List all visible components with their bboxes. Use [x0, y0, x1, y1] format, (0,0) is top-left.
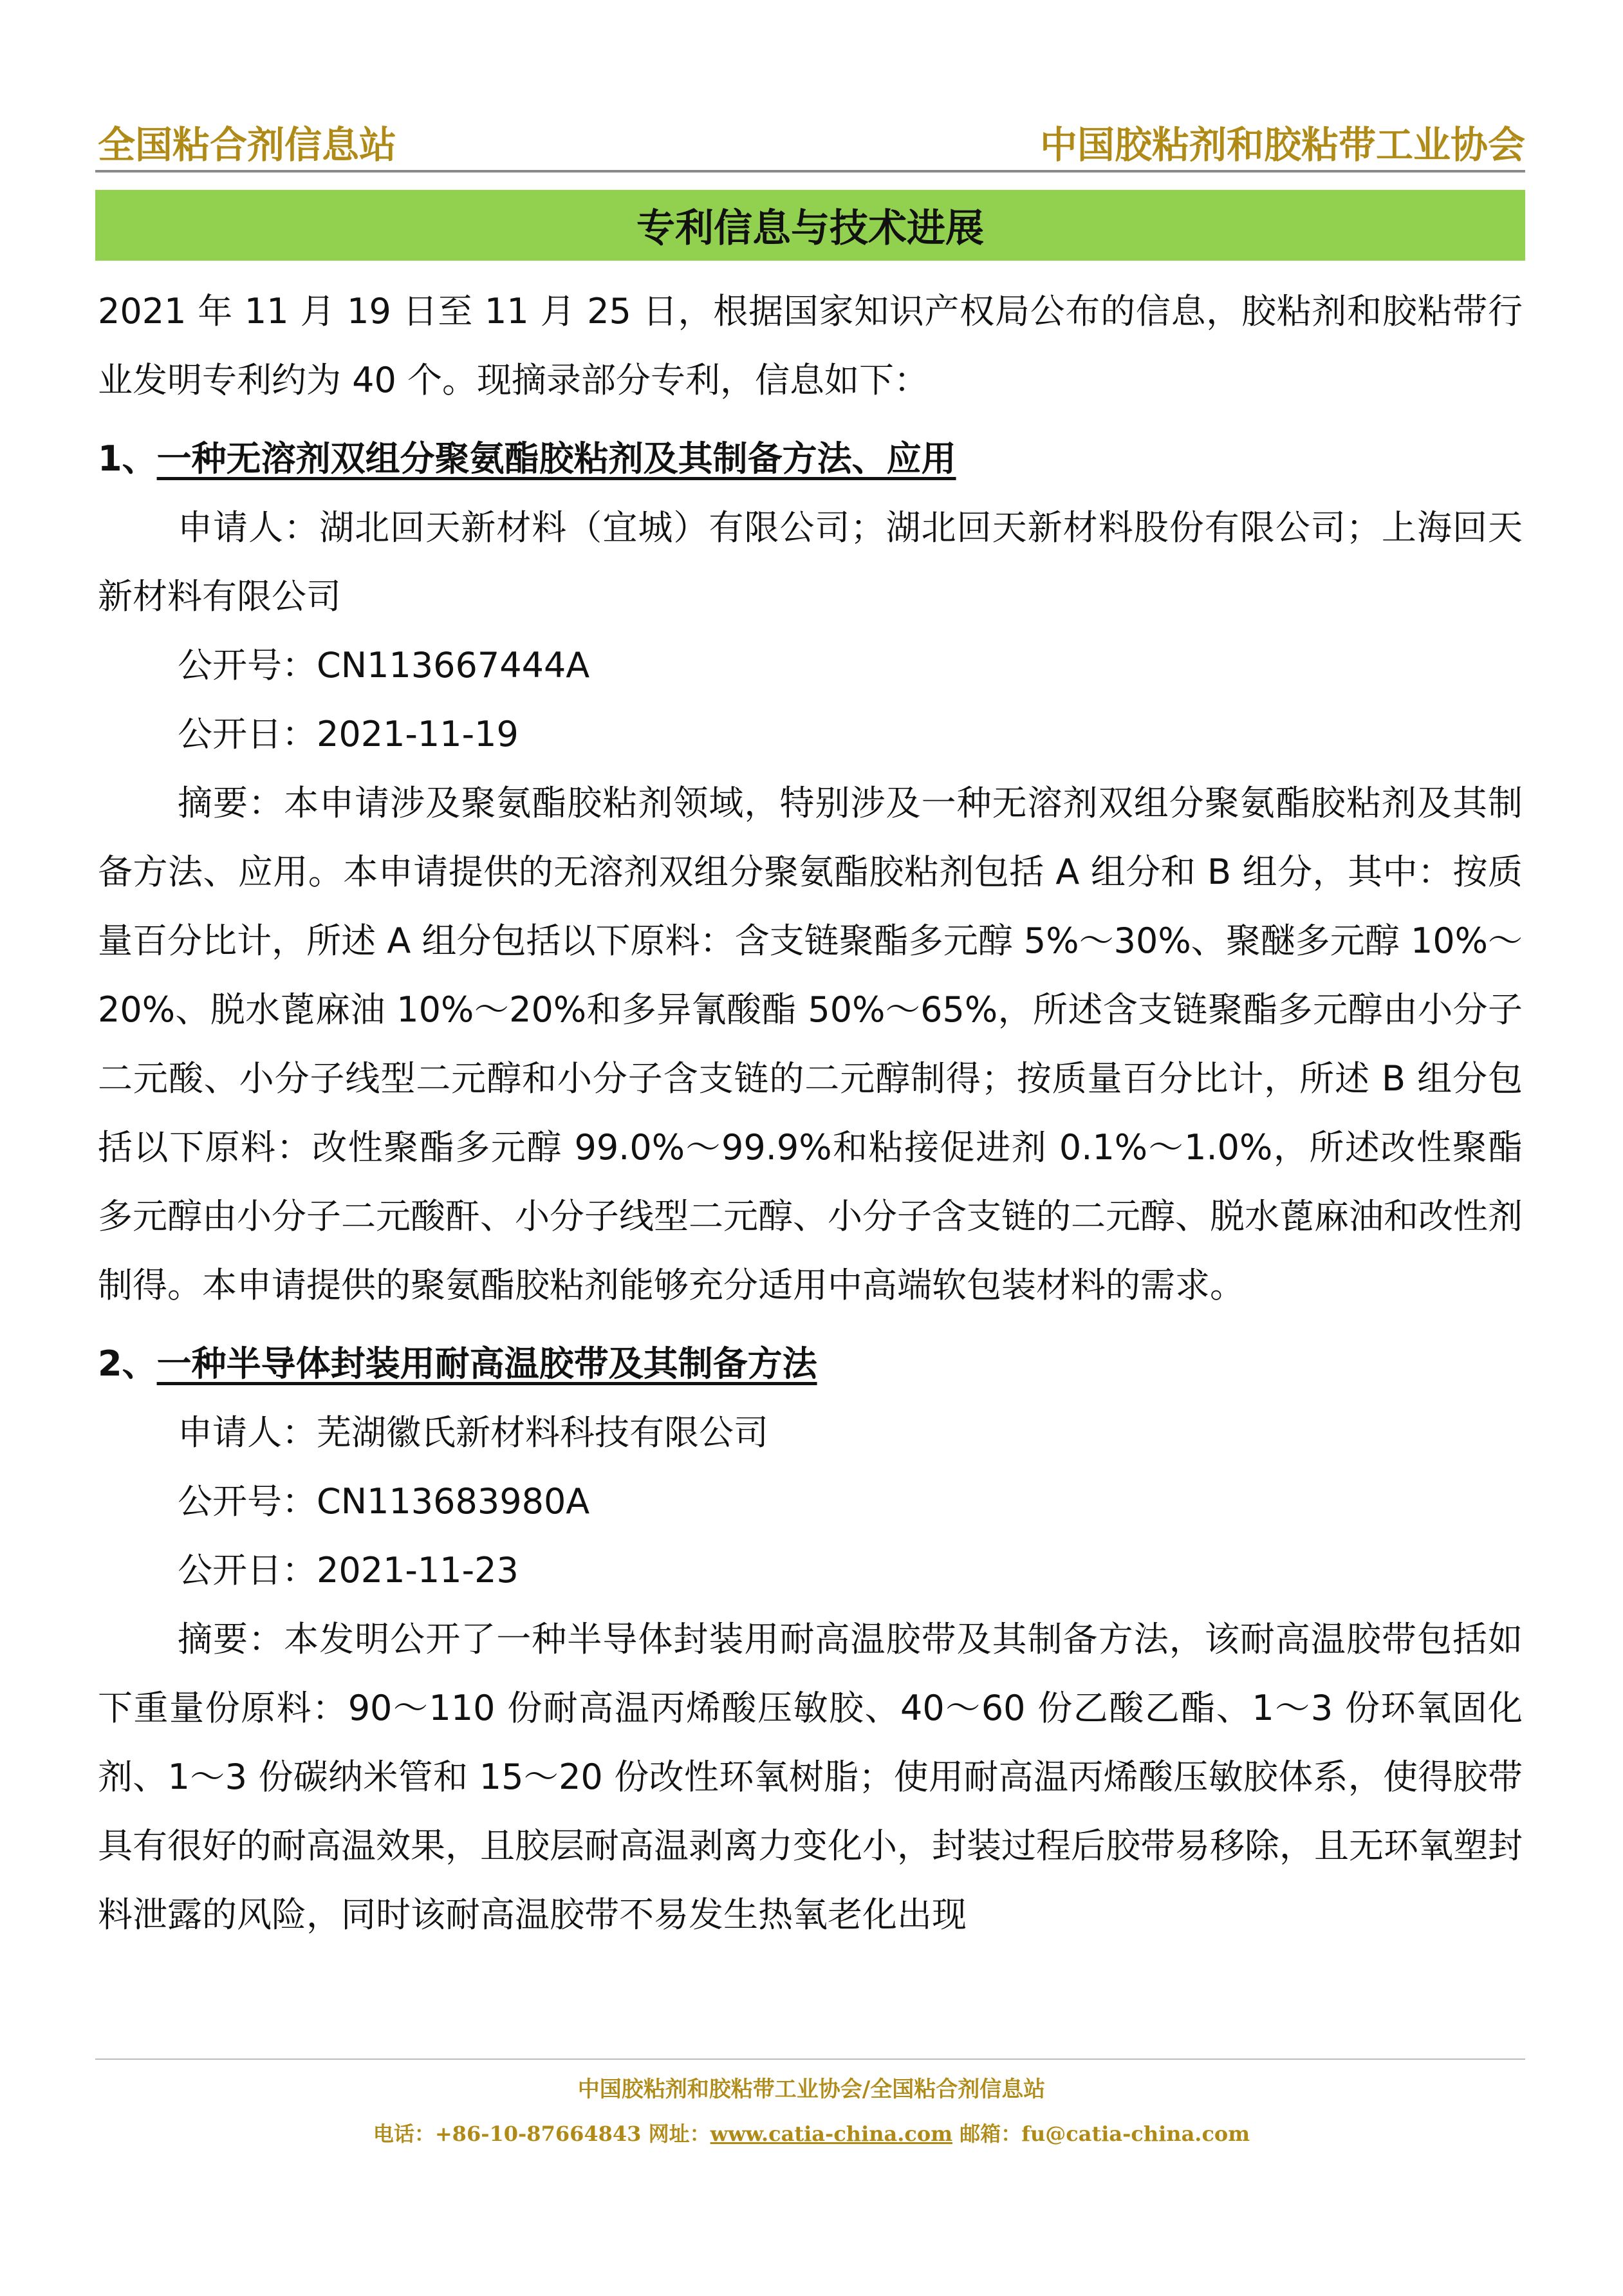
patent-title-text: 一种半导体封装用耐高温胶带及其制备方法 — [156, 1343, 817, 1384]
patent-applicant: 申请人：芜湖徽氏新材料科技有限公司 — [178, 1412, 768, 1453]
footer-org-line: 中国胶粘剂和胶粘带工业协会/全国粘合剂信息站 — [577, 2077, 1046, 2102]
patent-pub-date: 公开日：2021-11-19 — [178, 714, 519, 754]
patent-number: 2、 — [98, 1343, 157, 1384]
patent-pub-number: 公开号：CN113683980A — [178, 1481, 590, 1522]
header-right-title: 中国胶粘剂和胶粘带工业协会 — [1039, 123, 1525, 167]
section-banner-title: 专利信息与技术进展 — [636, 206, 984, 251]
patent-pub-number: 公开号：CN113667444A — [178, 645, 590, 686]
patent-abstract: 摘要：本申请涉及聚氨酯胶粘剂领域，特别涉及一种无溶剂双组分聚氨酯胶粘剂及其制备方法、应用。本申请提供的无溶剂双组分聚氨酯胶粘剂包括 A 组分和 B 组分，其中：按质量百分比计，所述 A 组分包括以下原料：含支链聚酯多元醇 5%～30%、聚醚多元醇 10%～20%、脱水蓖麻油 10%～20%和多异氰酸酯 50%～65%，所述含支链聚酯多元醇由小分子二元酸、小分子线型二元醇和小分子含支链的二元醇制得；按质量百分比计，所述 B 组分包括以下原料：改性聚酯多元醇 99.0%～99.9%和粘接促进剂 0.1%～1.0%，所述改性聚酯多元醇由小分子二元酸酐、小分子线型二元醇、小分子含支链的二元醇、脱水蓖麻油和改性剂制得。本申请提供的聚氨酯胶粘剂能够充分适用中高端软包装材料的需求。 — [98, 783, 1523, 1305]
section-banner — [95, 190, 1525, 261]
patent-pub-date: 公开日：2021-11-23 — [178, 1550, 519, 1591]
footer-divider — [95, 2058, 1525, 2060]
footer-website-link[interactable]: www.catia-china.com — [710, 2122, 953, 2146]
patent-abstract: 摘要：本发明公开了一种半导体封装用耐高温胶带及其制备方法，该耐高温胶带包括如下重量份原料：90～110 份耐高温丙烯酸压敏胶、40～60 份乙酸乙酯、1～3 份环氧固化剂、1～3 份碳纳米管和 15～20 份改性环氧树脂；使用耐高温丙烯酸压敏胶体系，使得胶带具有很好的耐高温效果，且胶层耐高温剥离力变化小，封装过程后胶带易移除，且无环氧塑封料泄露的风险，同时该耐高温胶带不易发生热氧老化出现 — [98, 1619, 1523, 1935]
footer-contact-line — [0, 2118, 1623, 2147]
footer-email: 邮箱：fu@catia-china.com — [952, 2122, 1250, 2146]
document-body — [98, 277, 1523, 1949]
header-left-title: 全国粘合剂信息站 — [98, 123, 397, 167]
footer-phone: 电话：+86-10-87664843 网址： — [373, 2122, 710, 2146]
patent-applicant: 申请人：湖北回天新材料（宜城）有限公司；湖北回天新材料股份有限公司；上海回天新材料有限公司 — [98, 507, 1523, 617]
patent-title-text: 一种无溶剂双组分聚氨酯胶粘剂及其制备方法、应用 — [156, 438, 956, 479]
patent-number: 1、 — [98, 438, 157, 479]
header-divider — [95, 170, 1525, 173]
patent-title — [98, 424, 1523, 493]
patent-title — [98, 1329, 1523, 1398]
intro-paragraph: 2021 年 11 月 19 日至 11 月 25 日，根据国家知识产权局公布的信息，胶粘剂和胶粘带行业发明专利约为 40 个。现摘录部分专利，信息如下： — [98, 291, 1523, 400]
